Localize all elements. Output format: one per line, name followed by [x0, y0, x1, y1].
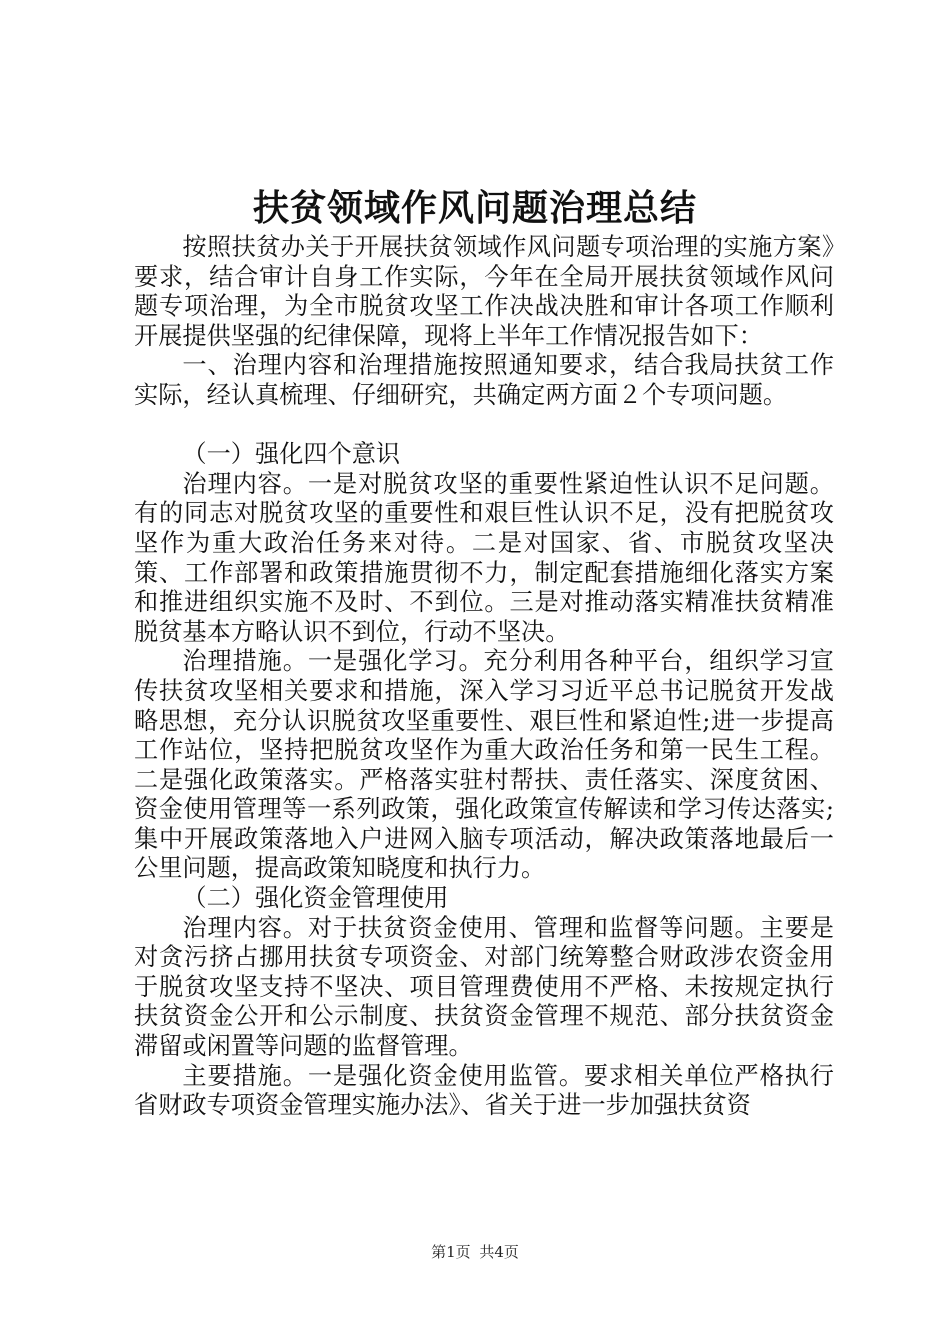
paragraph-intro: 按照扶贫办关于开展扶贫领域作风问题专项治理的实施方案》要求，结合审计自身工作实际，今年在全局开展扶贫领域作风问题专项治理，为全市脱贫攻坚工作决战决胜和审计各项工作顺利开展提供坚强的纪律保障，现将上半年工作情况报告如下：: [134, 233, 834, 350]
blank-line: [134, 411, 834, 441]
page-total: 共4页: [479, 1243, 519, 1261]
subheading-four-consciousness: （一）强化四个意识: [182, 440, 401, 469]
paragraph-section-one: 一、治理内容和治理措施按照通知要求，结合我局扶贫工作实际，经认真梳理、仔细研究，共确定两方面２个专项问题。: [134, 351, 834, 409]
paragraph-governance-content-2: 治理内容。对于扶贫资金使用、管理和监督等问题。主要是对贪污挤占挪用扶贫专项资金、对部门统筹整合财政涉农资金用于脱贫攻坚支持不坚决、项目管理费使用不严格、未按规定执行扶贫资金公开和公示制度、扶贫资金管理不规范、部分扶贫资金滞留或闲置等问题的监督管理。: [134, 913, 834, 1061]
subheading-fund-management: （二）强化资金管理使用: [182, 884, 449, 913]
paragraph-governance-content-1: 治理内容。一是对脱贫攻坚的重要性紧迫性认识不足问题。有的同志对脱贫攻坚的重要性和艰巨性认识不足，没有把脱贫攻坚作为重大政治任务来对待。二是对国家、省、市脱贫攻坚决策、工作部署和政策措施贯彻不力，制定配套措施细化落实方案和推进组织实施不及时、不到位。三是对推动落实精准扶贫精准脱贫基本方略认识不到位，行动不坚决。: [134, 469, 834, 646]
paragraph-main-measures-2: 主要措施。一是强化资金使用监管。要求相关单位严格执行省财政专项资金管理实施办法》、省关于进一步加强扶贫资: [134, 1061, 834, 1120]
document-title: 扶贫领域作风问题治理总结: [252, 187, 697, 229]
page-footer: [0, 1242, 950, 1262]
page-number: 第1页: [431, 1243, 471, 1261]
paragraph-governance-measures-1: 治理措施。一是强化学习。充分利用各种平台，组织学习宣传扶贫攻坚相关要求和措施，深入学习习近平总书记脱贫开发战略思想，充分认识脱贫攻坚重要性、艰巨性和紧迫性;进一步提高工作站位，坚持把脱贫攻坚作为重大政治任务和第一民生工程。二是强化政策落实。严格落实驻村帮扶、责任落实、深度贫困、资金使用管理等一系列政策，强化政策宣传解读和学习传达落实;集中开展政策落地入户进网入脑专项活动，解决政策落地最后一公里问题，提高政策知晓度和执行力。: [134, 647, 834, 883]
document-body: [134, 233, 834, 1121]
